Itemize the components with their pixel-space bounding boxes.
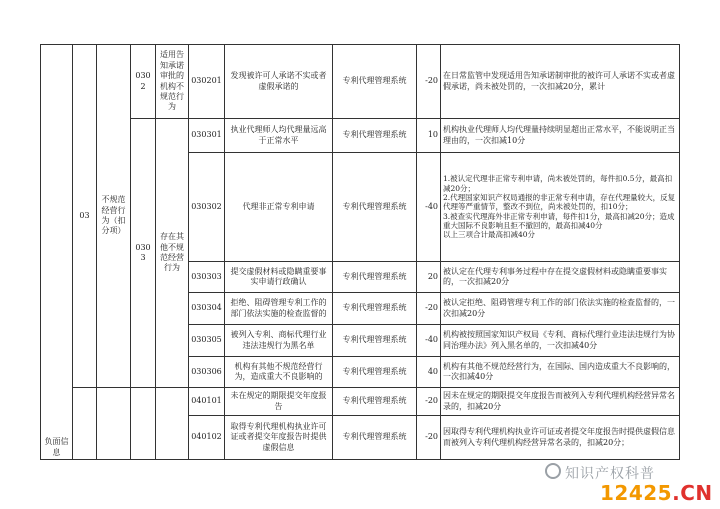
group-name-cell: 存在其他不规范经营行为 xyxy=(156,119,189,388)
item-name-cell: 拒绝、阻碍管理专利工作的部门依法实施的检查监督的 xyxy=(225,293,333,325)
table-row xyxy=(41,45,680,119)
item-code-cell: 030201 xyxy=(189,45,225,119)
group-name-cell xyxy=(156,388,189,460)
rule-line: 以上三项合计最高扣减40分 xyxy=(443,230,536,240)
item-code-cell: 030302 xyxy=(189,153,225,262)
rule-cell: 机构执业代理师人均代理量持续明显超出正常水平，不能说明正当理由的，一次扣减10分 xyxy=(441,119,680,153)
item-code-cell: 030304 xyxy=(189,293,225,325)
rule-cell: 被认定在代理专利事务过程中存在提交虚假材料或隐瞒重要事实的，一次扣减20分 xyxy=(441,262,680,293)
table-row xyxy=(41,388,680,416)
item-name-cell: 被列入专利、商标代理行业违法违规行为黑名单 xyxy=(225,325,333,357)
watermark-site xyxy=(600,481,713,505)
category-name-cell: 不规范经营行为（扣分项） xyxy=(97,45,131,388)
data-source-cell: 专利代理管理系统 xyxy=(333,153,417,262)
watermark-site-dot: . xyxy=(672,481,681,505)
rule-cell: 机构被按照国家知识产权局《专利、商标代理行业违法违规行为协同治理办法》列入黑名单的，一次扣减40分 xyxy=(441,325,680,357)
score-cell: -20 xyxy=(417,45,441,119)
rule-line: 2.代理国家知识产权局通报的非正常专利申请，存在代理量较大，反复代理等严重情节，整改不到位，尚未被处罚的，扣10分； xyxy=(443,192,676,212)
wechat-account-icon xyxy=(545,463,561,479)
item-code-cell: 030306 xyxy=(189,357,225,388)
data-source-cell: 专利代理管理系统 xyxy=(333,119,417,153)
rule-cell: 被认定拒绝、阻碍管理专利工作的部门依法实施的检查监督的，一次扣减20分 xyxy=(441,293,680,325)
item-name-cell: 机构有其他不规范经营行为，造成重大不良影响的 xyxy=(225,357,333,388)
data-source-cell: 专利代理管理系统 xyxy=(333,262,417,293)
item-code-cell: 030301 xyxy=(189,119,225,153)
item-code-cell: 040102 xyxy=(189,416,225,460)
score-cell: 40 xyxy=(417,357,441,388)
item-name-cell: 发现被许可人承诺不实或者虚假承诺的 xyxy=(225,45,333,119)
item-code-cell: 030303 xyxy=(189,262,225,293)
data-source-cell: 专利代理管理系统 xyxy=(333,416,417,460)
group-name-cell: 适用告知承诺审批的机构不规范行为 xyxy=(156,45,189,119)
group-code-cell xyxy=(131,388,156,460)
item-code-cell: 030305 xyxy=(189,325,225,357)
score-cell: -20 xyxy=(417,293,441,325)
score-cell: 20 xyxy=(417,262,441,293)
score-cell: 10 xyxy=(417,119,441,153)
watermark-site-number: 12425 xyxy=(600,481,673,505)
rule-line: 1.被认定代理非正常专利申请，尚未被处罚的，每件扣0.5分，最高扣减20分； xyxy=(443,174,673,193)
rule-cell: 因未在规定的期限提交年度报告而被列入专利代理机构经营异常名录的，扣减20分 xyxy=(441,388,680,416)
group-code-cell: 0303 xyxy=(131,119,156,388)
rule-cell xyxy=(441,153,680,262)
category-level1-cell: 负面信息 xyxy=(41,45,73,460)
watermark-site-tld: CN xyxy=(680,481,713,505)
item-code-cell: 040101 xyxy=(189,388,225,416)
watermark-account-name: 知识产权科普 xyxy=(565,466,655,482)
score-cell: -40 xyxy=(417,325,441,357)
table-row xyxy=(41,119,680,153)
category-code-cell xyxy=(73,388,97,460)
item-name-cell: 提交虚假材料或隐瞒重要事实申请行政确认 xyxy=(225,262,333,293)
item-name-cell: 取得专利代理机构执业许可证或者提交年度报告时提供虚假信息 xyxy=(225,416,333,460)
rule-cell: 在日常监管中发现适用告知承诺制审批的被许可人承诺不实或者虚假承诺，尚未被处罚的，一次扣减20分，累计 xyxy=(441,45,680,119)
category-code-cell: 03 xyxy=(73,45,97,388)
site-watermark xyxy=(545,463,715,507)
data-source-cell: 专利代理管理系统 xyxy=(333,388,417,416)
data-source-cell: 专利代理管理系统 xyxy=(333,325,417,357)
item-name-cell: 执业代理师人均代理量远高于正常水平 xyxy=(225,119,333,153)
score-cell: -20 xyxy=(417,416,441,460)
category-name-cell xyxy=(97,388,131,460)
data-source-cell: 专利代理管理系统 xyxy=(333,357,417,388)
item-name-cell: 未在规定的期限提交年度报告 xyxy=(225,388,333,416)
rule-cell: 因取得专利代理机构执业许可证或者提交年度报告时提供虚假信息而被列入专利代理机构经营异常名录的，扣减20分； xyxy=(441,416,680,460)
data-source-cell: 专利代理管理系统 xyxy=(333,45,417,119)
score-cell: -20 xyxy=(417,388,441,416)
rule-line: 3.被查实代理海外非正常专利申请，每件扣1分，最高扣减20分；造成重大国际不良影响且拒不撤回的，最高扣减40分 xyxy=(443,211,675,231)
scoring-table xyxy=(40,44,680,460)
group-code-cell: 0302 xyxy=(131,45,156,119)
data-source-cell: 专利代理管理系统 xyxy=(333,293,417,325)
score-cell: -40 xyxy=(417,153,441,262)
rule-cell: 机构有其他不规范经营行为，在国际、国内造成重大不良影响的，一次扣减40分 xyxy=(441,357,680,388)
item-name-cell: 代理非正常专利申请 xyxy=(225,153,333,262)
